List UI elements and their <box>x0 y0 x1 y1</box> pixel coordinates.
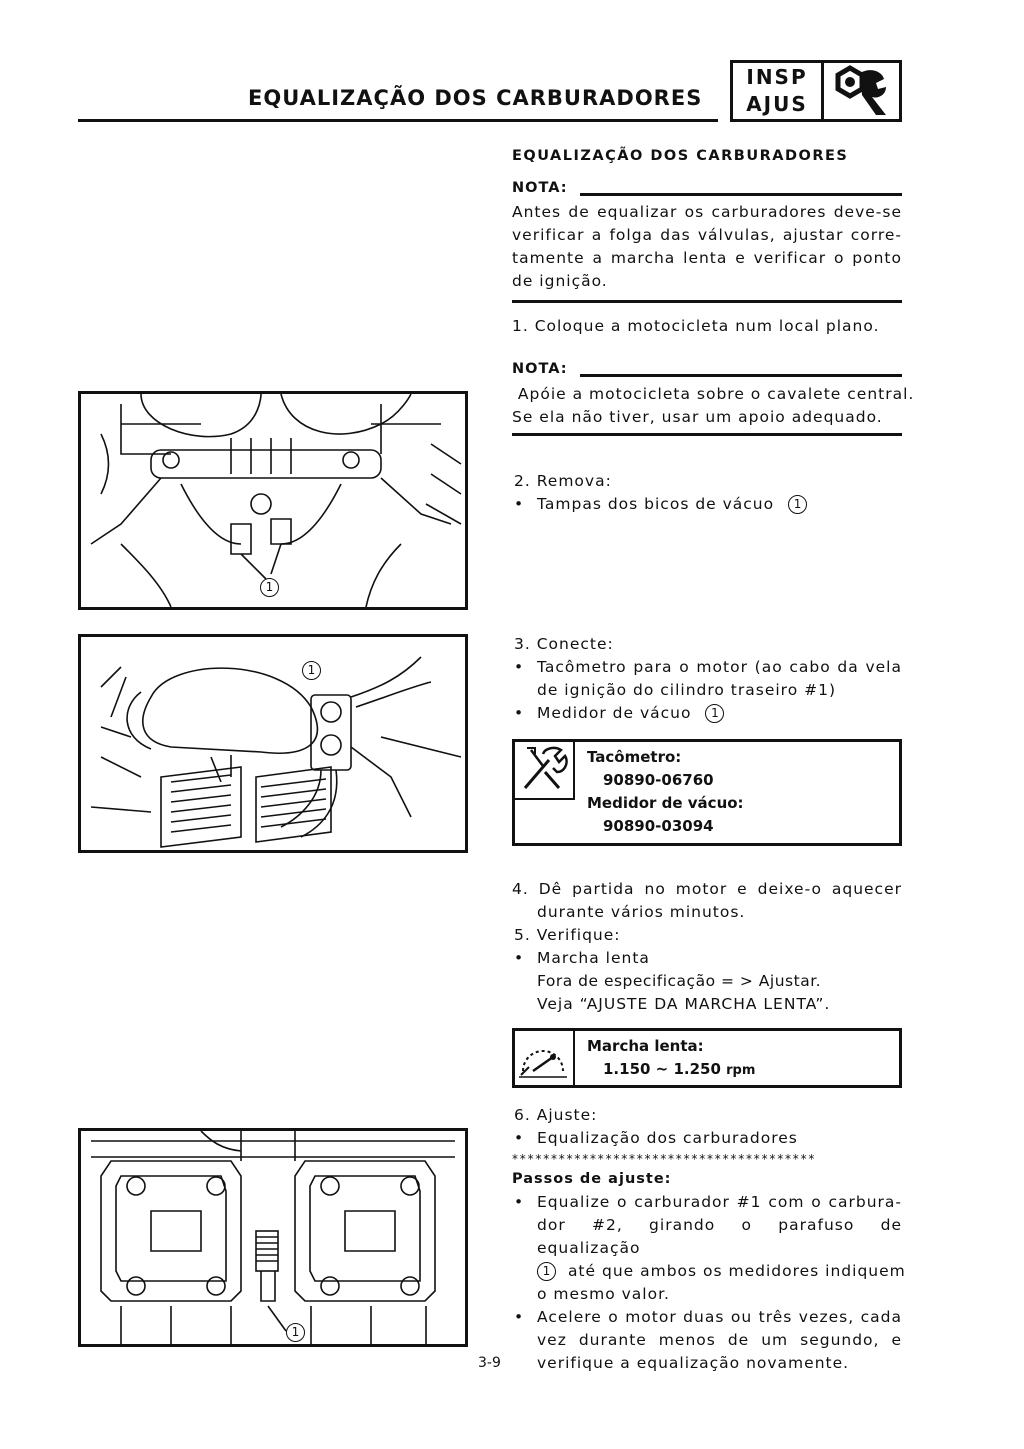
note-text: Apóie a motocicleta sobre o cavalete central. Se ela não tiver, usar um apoio adequado. <box>512 385 915 426</box>
section-title: EQUALIZAÇÃO DOS CARBURADORES <box>512 148 849 164</box>
note-header <box>512 180 902 200</box>
badge-insp: INSP <box>746 65 808 89</box>
page-number: 3-9 <box>478 1355 501 1371</box>
callout-ref: 1 <box>705 704 724 723</box>
note-end-rule <box>512 300 902 303</box>
figure-callout: 1 <box>286 1323 305 1342</box>
special-tool-icon <box>515 742 571 796</box>
step-4: 4. Dê partida no motor e deixe-o aquecer durante vários minutos. <box>512 880 902 921</box>
tool-1-name: Tacômetro: <box>587 748 682 766</box>
idle-speed-box <box>512 1028 902 1088</box>
figure-vacuum-gauge <box>78 634 468 853</box>
callout-ref: 1 <box>788 495 807 514</box>
callout-ref: 1 <box>537 1262 556 1281</box>
separator-stars: *************************************** <box>512 1152 817 1166</box>
idle-speed-unit: rpm <box>726 1063 756 1078</box>
tool-2-name: Medidor de vácuo: <box>587 794 744 812</box>
step-6: 6. Ajuste: • Equalização dos carburadores *************************************** Passos de ajuste: • Equalize o carburador #1 com o carbura- dor #2, girando o parafuso de equalização 1 até que ambos os medidores indiquem o mesmo valor. • Acelere o motor duas ou três vezes, cada vez durante menos de um segundo, e verifique a equalização novamente. <box>512 1104 902 1375</box>
step-1: 1. Coloque a motocicleta num local plano. <box>512 317 880 335</box>
figure-vacuum-caps <box>78 391 468 610</box>
adjust-steps-title: Passos de ajuste: <box>512 1171 672 1187</box>
tool-1-code: 90890-06760 <box>603 771 714 789</box>
step-2: 2. Remova: • Tampas dos bicos de vácuo 1 <box>512 470 902 516</box>
wrench-nut-icon <box>830 65 894 117</box>
tool-2-code: 90890-03094 <box>603 817 714 835</box>
page-title: EQUALIZAÇÃO DOS CARBURADORES <box>248 86 703 110</box>
section-badge <box>730 60 902 122</box>
note-label: NOTA: <box>512 361 568 377</box>
idle-speed-label: Marcha lenta: <box>587 1037 704 1055</box>
figure-sync-screw <box>78 1128 468 1347</box>
idle-speed-value: 1.150 ~ 1.250 <box>603 1060 721 1078</box>
step-5: 5. Verifique: • Marcha lenta Fora de especificação = > Ajustar. Veja “AJUSTE DA MARCHA LENTA”. <box>512 924 902 1016</box>
step-3: 3. Conecte: • Tacômetro para o motor (ao cabo da vela de ignição do cilindro traseiro #1) • Medidor de vácuo 1 <box>512 633 902 725</box>
note-label: NOTA: <box>512 180 568 196</box>
gauge-icon <box>515 1031 571 1085</box>
note-text: Antes de equalizar os carburadores deve-se verificar a folga das válvulas, ajustar corre- tamente a marcha lenta e verificar o ponto de ignição. <box>512 203 902 290</box>
special-tools-box <box>512 739 902 846</box>
step-2-bullet: Tampas dos bicos de vácuo <box>537 495 775 513</box>
step-3-bullet: Medidor de vácuo <box>537 704 692 722</box>
header-rule <box>78 119 718 122</box>
note-header <box>512 361 902 381</box>
badge-ajus: AJUS <box>746 92 808 116</box>
figure-callout: 1 <box>260 578 279 597</box>
note-end-rule <box>512 433 902 436</box>
figure-callout: 1 <box>302 661 321 680</box>
